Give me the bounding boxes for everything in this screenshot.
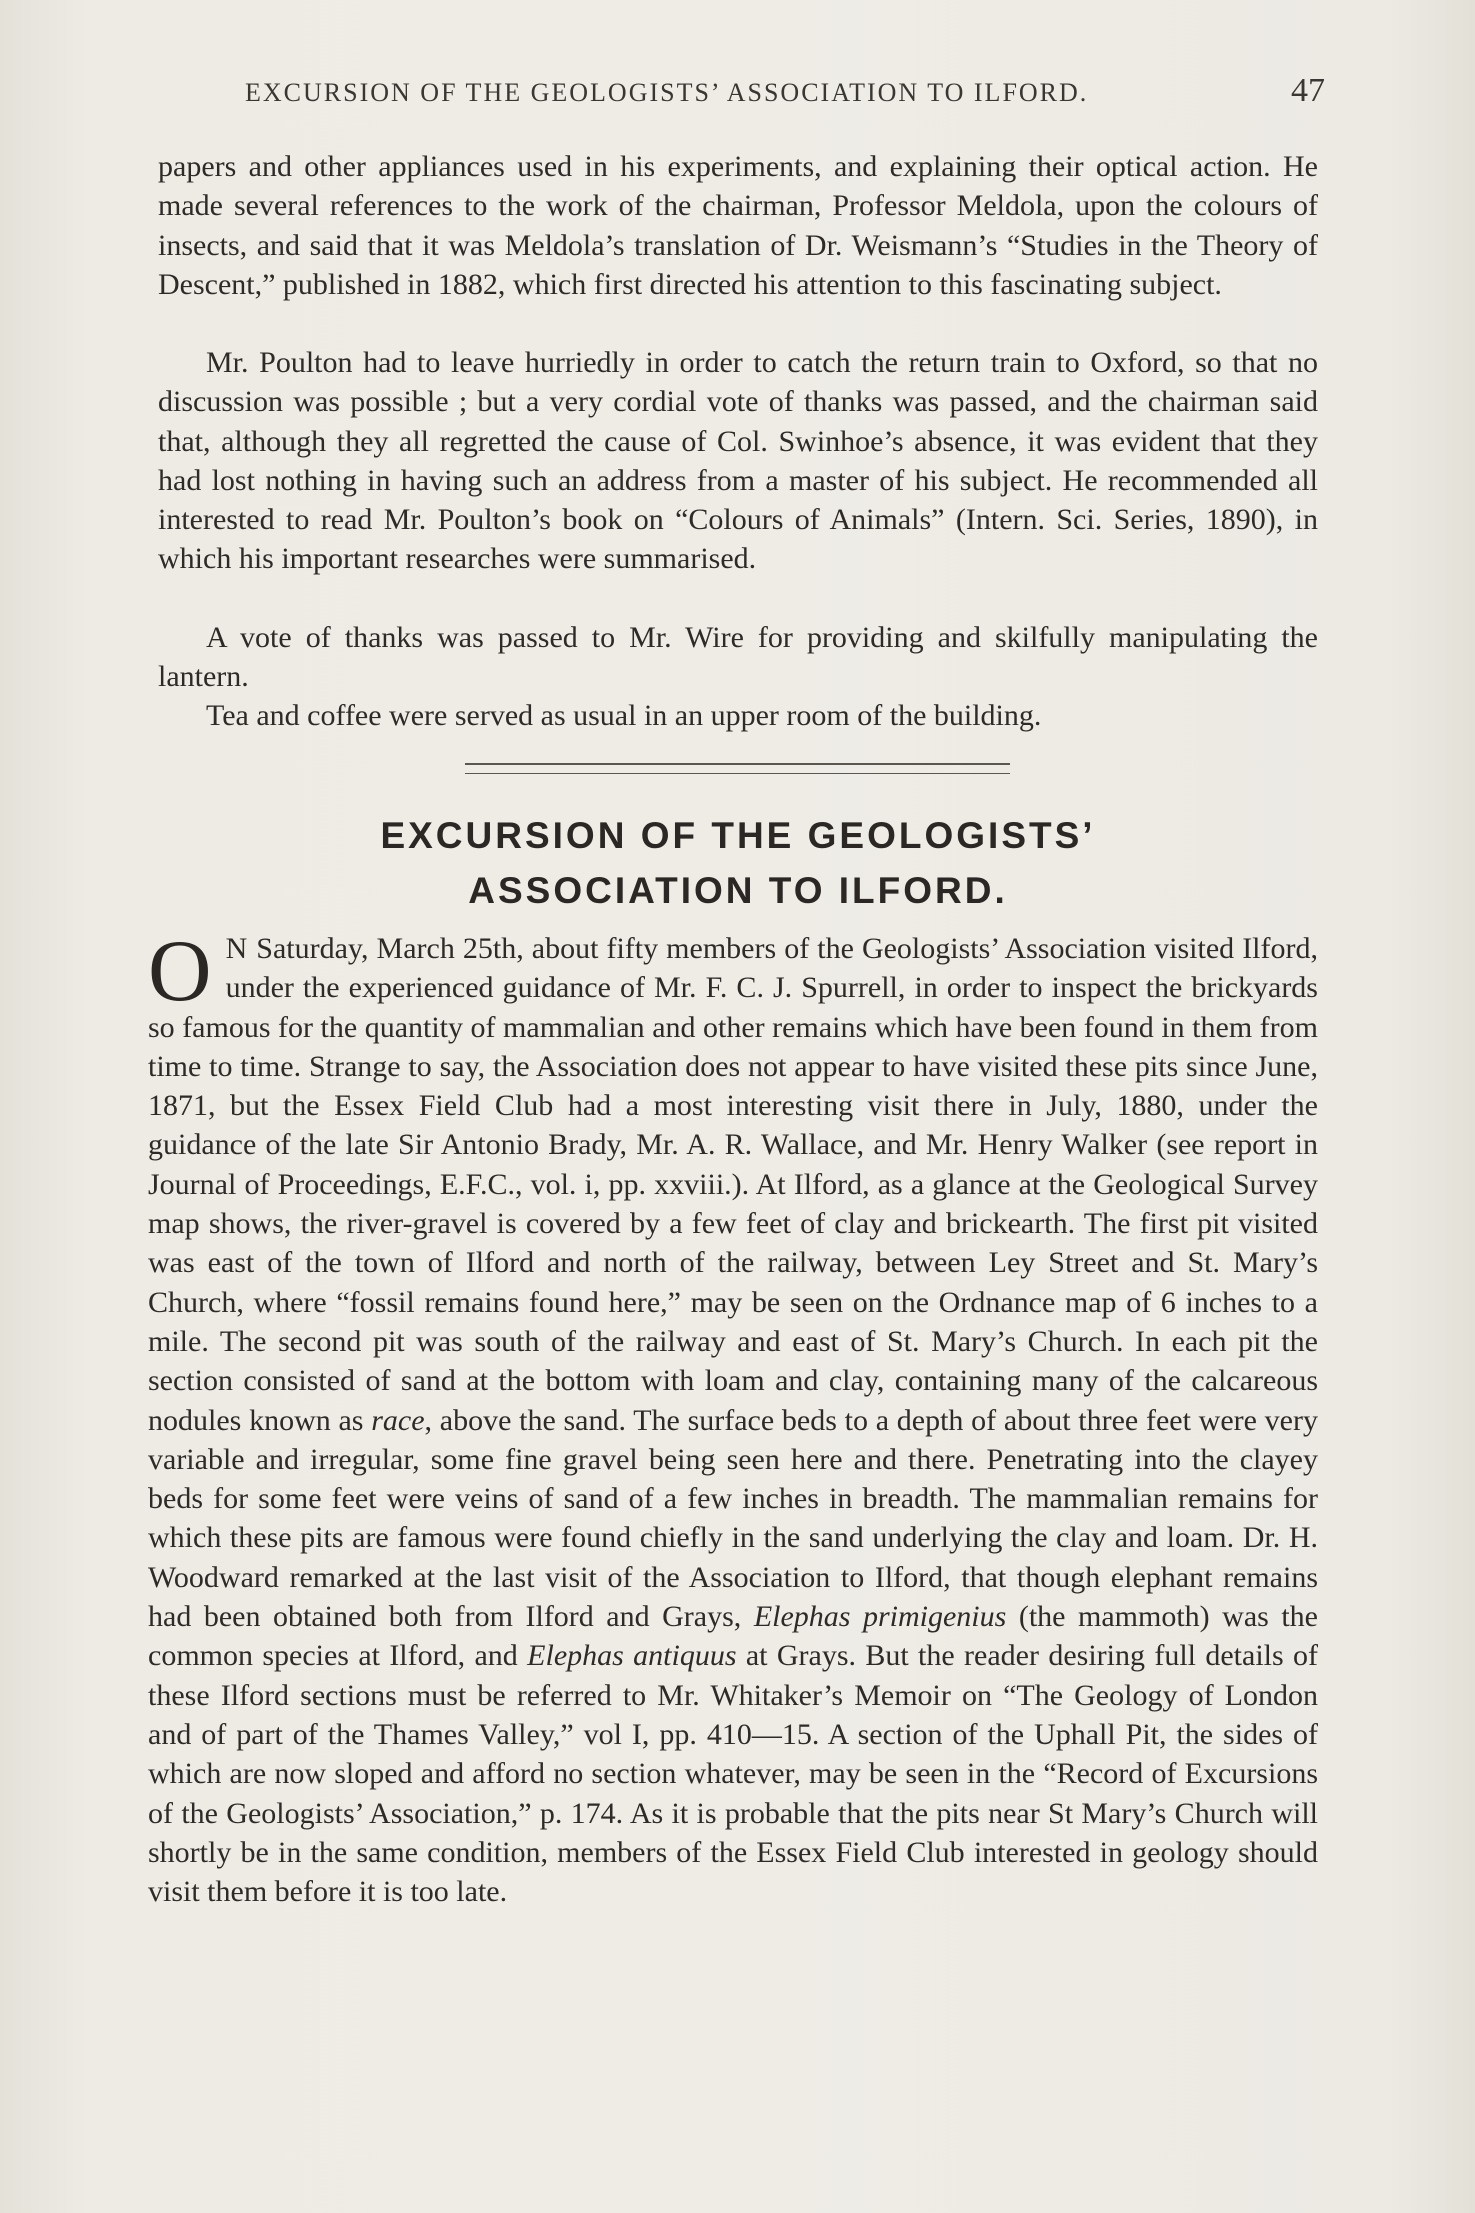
paragraph-text: Tea and coffee were served as usual in an upper room of the building. [206, 699, 1042, 732]
paragraph-text: papers and other appliances used in his experiments, and explaining their optical action. He made several references to the work of the chairman, Professor Meldola, upon the colours of insects, and said that it was Meldola’s translation of Dr. Weismann’s “Studies in the Theory of Descent,” published in 1882, which first directed his attention to this fascinating subject. [158, 150, 1318, 301]
running-title: EXCURSION OF THE GEOLOGISTS’ ASSOCIATION TO ILFORD. [245, 78, 1089, 107]
paragraph-continued [158, 147, 1318, 304]
article-text-part-1: Saturday, March 25th, about fifty members of the Geologists’ Association visited Ilford, under the experienced guidance of Mr. F. C. J. Spurrell, in order to inspect the brickyards so famous for the quantity of mammalian and other remains which have been found in them from time to time. Strange to say, the Association does not appear to have visited these pits since June, 1871, but the Essex Field Club had a most interesting visit there in July, 1880, under the guidance of the late Sir Antonio Brady, Mr. A. R. Wallace, and Mr. Henry Walker (see report in Journal of Proceedings, E.F.C., vol. i, pp. xxviii.). At Ilford, as a glance at the Geological Survey map shows, the river-gravel is covered by a few feet of clay and brickearth. The first pit visited was east of the town of Ilford and north of the railway, between Ley Street and St. Mary’s Church, where “fossil remains found here,” may be seen on the Ordnance map of 6 inches to a mile. The second pit was south of the railway and east of St. Mary’s Church. In each pit the section consisted of sand at the bottom with loam and clay, containing many of the calcareous nodules known as [148, 932, 1318, 1437]
species-name-antiquus: Elephas antiquus [527, 1639, 737, 1673]
paragraph-text: Mr. Poulton had to leave hurriedly in order to catch the return train to Oxford, so that no discussion was possible ; but a very cordial vote of thanks was passed, and the chairman said that, although they all regretted the cause of Col. Swinhoe’s absence, it was evident that they had lost nothing in having such an address from a master of his subject. He recommended all interested to read Mr. Poulton’s book on “Colours of Animals” (Intern. Sci. Series, 1890), in which his important researches were summarised. [158, 346, 1318, 576]
page-number: 47 [1291, 72, 1325, 109]
running-head [245, 72, 1325, 122]
paragraph-poulton [158, 343, 1318, 579]
article-title-line-1: EXCURSION OF THE GEOLOGISTS’ [380, 815, 1096, 856]
drop-cap-rest: N [225, 932, 249, 965]
article-text-part-4: at Grays. But the reader desiring full details of these Ilford sections must be referred to Mr. Whitaker’s Memoir on “The Geology of London and of part of the Thames Valley,” vol I, pp. 410—15. A section of the Uphall Pit, the sides of which are now sloped and afford no section whatever, may be seen in the “Record of Excursions of the Geologists’ Association,” p. 174. As it is probable that the pits near St Mary’s Church will shortly be in the same condition, members of the Essex Field Club interested in geology should visit them before it is too late. [148, 1639, 1319, 1909]
article-text-part-3: (the mammoth) was the common species at Ilford, and [148, 1600, 1318, 1673]
paragraph-tea [158, 696, 1318, 735]
paragraph-text: A vote of thanks was passed to Mr. Wire for providing and skilfully manipulating the lantern. [158, 621, 1318, 694]
article-paragraph [148, 923, 1319, 1911]
species-name-primigenius: Elephas primigenius [753, 1600, 1007, 1634]
article-text-part-2: , above the sand. The surface beds to a depth of about three feet were very variable and irregular, some fine gravel being seen here and there. Penetrating into the clayey beds for some feet were veins of sand of a few inches in breadth. The mammalian remains for which these pits are famous were found chiefly in the sand underlying the clay and loam. Dr. H. Woodward remarked at the last visit of the Association to Ilford, that though elephant remains had been obtained both from Ilford and Grays, [148, 1403, 1318, 1634]
drop-cap: O [148, 923, 212, 1020]
article-title-line-2: ASSOCIATION TO ILFORD. [468, 870, 1008, 911]
paragraph-vote-of-thanks [158, 618, 1318, 697]
article-title [158, 808, 1318, 918]
term-race: race [371, 1403, 425, 1437]
article-body [148, 923, 1319, 1911]
section-divider [465, 763, 1010, 774]
